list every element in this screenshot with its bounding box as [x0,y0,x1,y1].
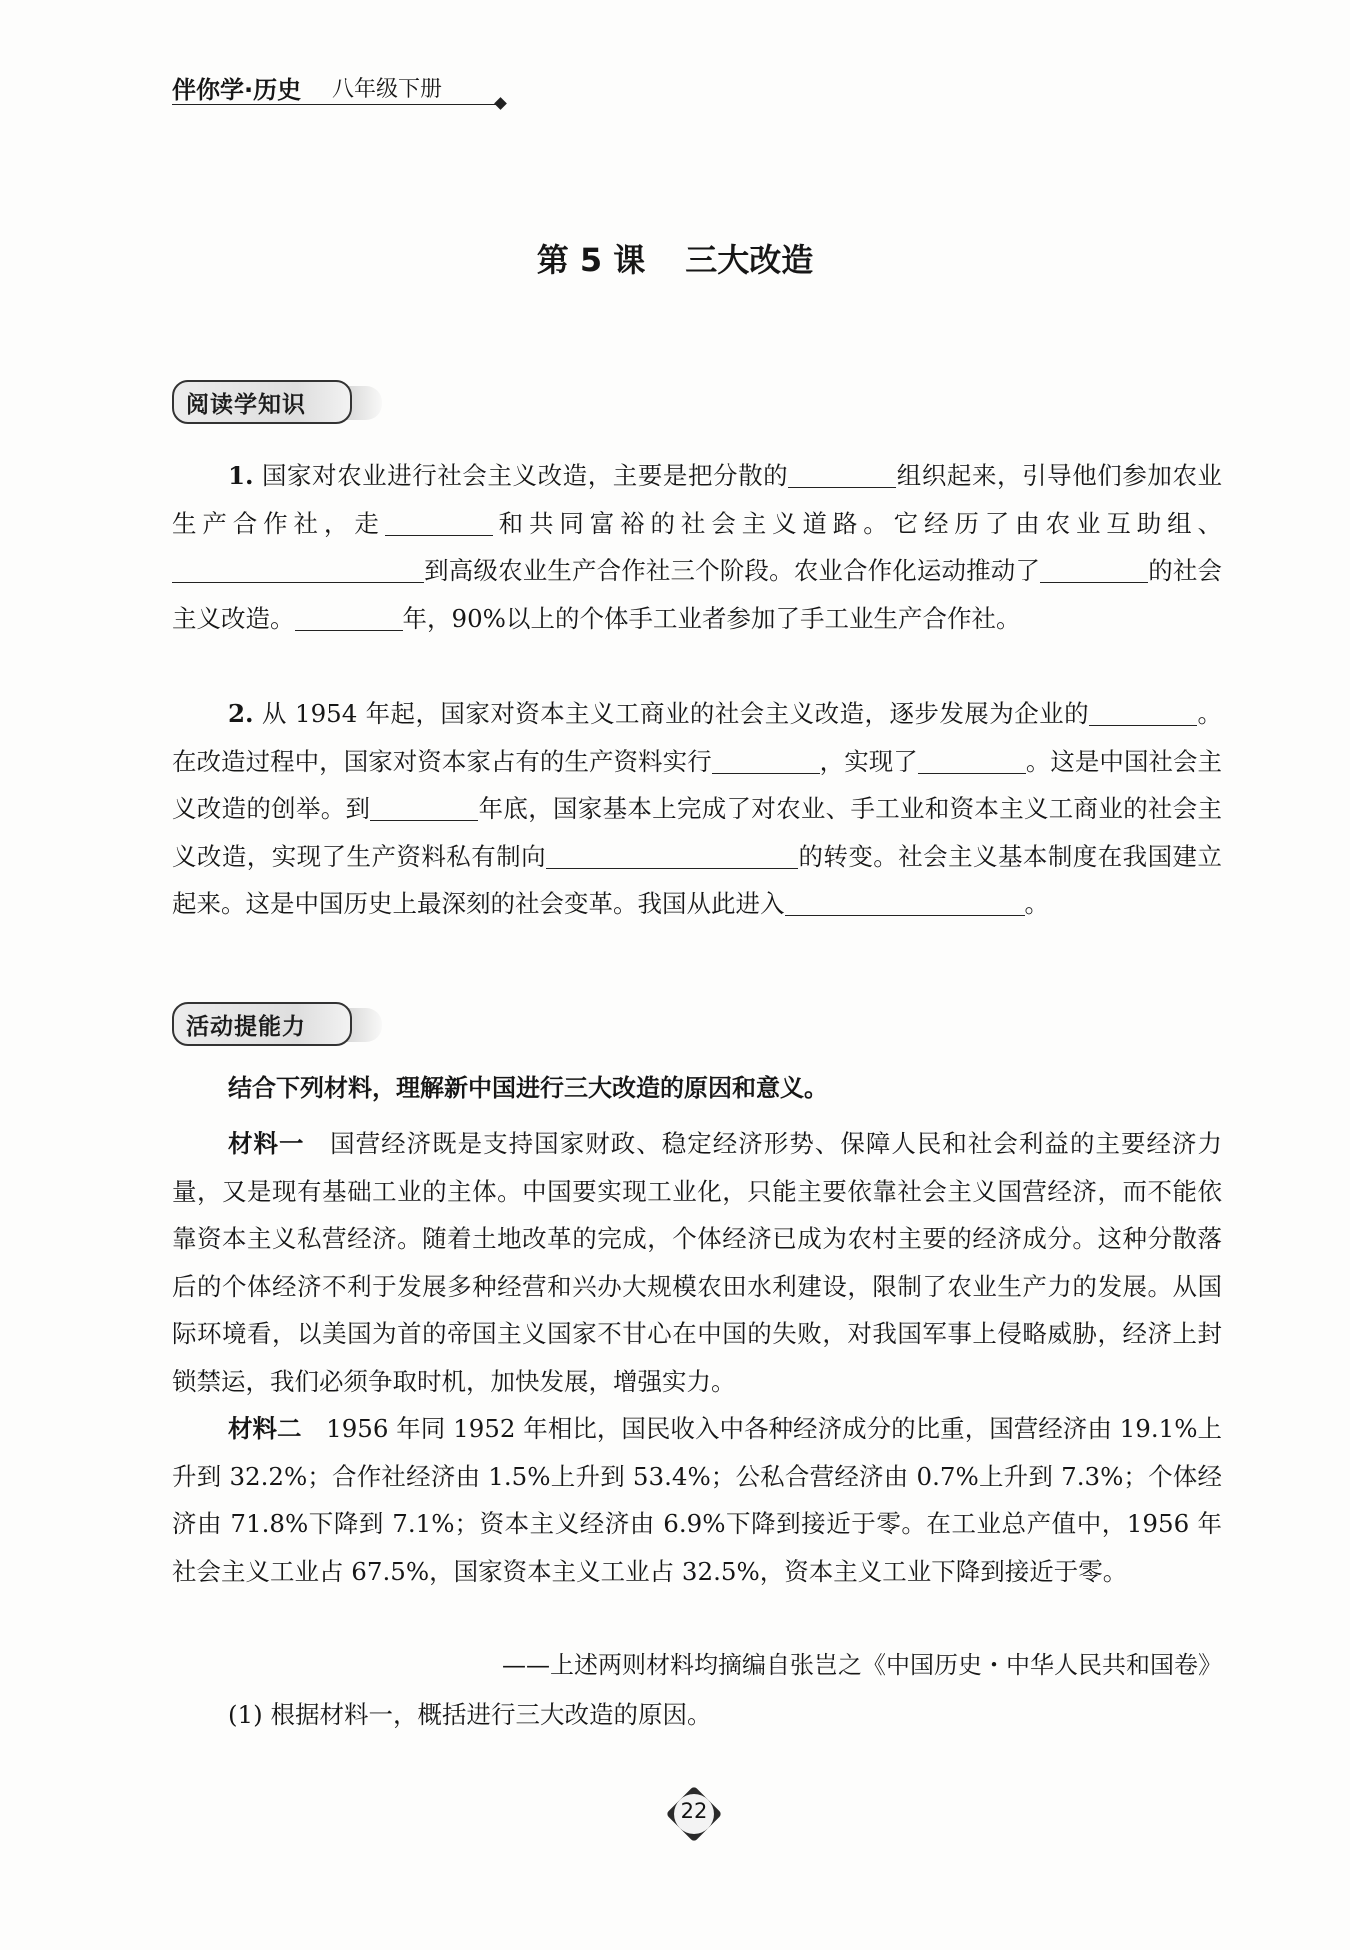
answer-blank[interactable] [295,600,403,631]
answer-blank[interactable] [370,790,478,821]
question-1-prompt: (1) 根据材料一，概括进行三大改造的原因。 [228,1700,712,1729]
activity-instruction: 结合下列材料，理解新中国进行三大改造的原因和意义。 [228,1074,828,1102]
material-2: 材料二 1956 年同 1952 年相比，国民收入中各种经济成分的比重，国营经济由 19.1%上升到 32.2%；合作社经济由 1.5%上升到 53.4%；公私合营经济由 0.7%上升到 7.3%；个体经济由 71.8%下降到 7.1%；资本主义经济由 6.9%下降到接近于零。在工业总产值中，1956 年社会主义工业占 67.5%，国家资本主义工业占 32.5%，资本主义工业下降到接近于零。 [172,1414,1223,1586]
lesson-number: 第 5 课 [536,241,646,279]
diamond-icon [494,97,507,110]
series-title: 伴你学·历史 [172,76,302,104]
answer-blank[interactable] [1089,695,1197,726]
question-1: 1. 国家对农业进行社会主义改造，主要是把分散的 组织起来，引导他们参加农业生产合作社，走 和共同富裕的社会主义道路。它经历了由农业互助组、到高级农业生产合作社三个阶段。农业合作化运动推动了 的社会主义改造。 年，90%以上的个体手工业者参加了手工业生产合作社。 [172,452,1222,642]
grade-label: 八年级下册 [332,77,443,102]
section-tag-activity [172,1002,387,1048]
answer-blank[interactable] [918,743,1026,774]
page-number: 22 [680,1799,708,1823]
lesson-name: 三大改造 [685,241,814,279]
material-label: 材料二 [228,1414,302,1443]
material-label: 材料一 [228,1129,305,1158]
lesson-title [0,235,1350,281]
answer-blank[interactable] [785,885,1025,916]
answer-blank[interactable] [172,552,424,583]
answer-blank[interactable] [546,838,798,869]
section-tag-reading [172,380,387,426]
running-header [172,70,512,110]
section-tag-label: 活动提能力 [186,1014,306,1040]
answer-blank[interactable] [1040,552,1148,583]
question-2: 2. 从 1954 年起，国家对资本主义工商业的社会主义改造，逐步发展为企业的 。在改造过程中，国家对资本家占有的生产资料实行 ，实现了 。这是中国社会主义改造的创举。到 年底，国家基本上完成了对农业、手工业和资本主义工商业的社会主义改造，实现了生产资料私有制向 的转变。社会主义基本制度在我国建立起来。这是中国历史上最深刻的社会变革。我国从此进入 。 [172,690,1222,928]
page-number-badge [666,1786,722,1842]
material-1: 材料一 国营经济既是支持国家财政、稳定经济形势、保障人民和社会利益的主要经济力量，又是现有基础工业的主体。中国要实现工业化，只能主要依靠社会主义国营经济，而不能依靠资本主义私营经济。随着土地改革的完成，个体经济已成为农村主要的经济成分。这种分散落后的个体经济不利于发展多种经营和兴办大规模农田水利建设，限制了农业生产力的发展。从国际环境看，以美国为首的帝国主义国家不甘心在中国的失败，对我国军事上侵略威胁，经济上封锁禁运，我们必须争取时机，加快发展，增强实力。 [172,1129,1223,1396]
header-rule [172,104,500,105]
material-source: ——上述两则材料均摘编自张岂之《中国历史・中华人民共和国卷》 [502,1651,1222,1679]
answer-blank[interactable] [385,505,493,536]
answer-blank[interactable] [712,743,820,774]
answer-blank[interactable] [788,457,896,488]
section-tag-label: 阅读学知识 [186,392,306,418]
